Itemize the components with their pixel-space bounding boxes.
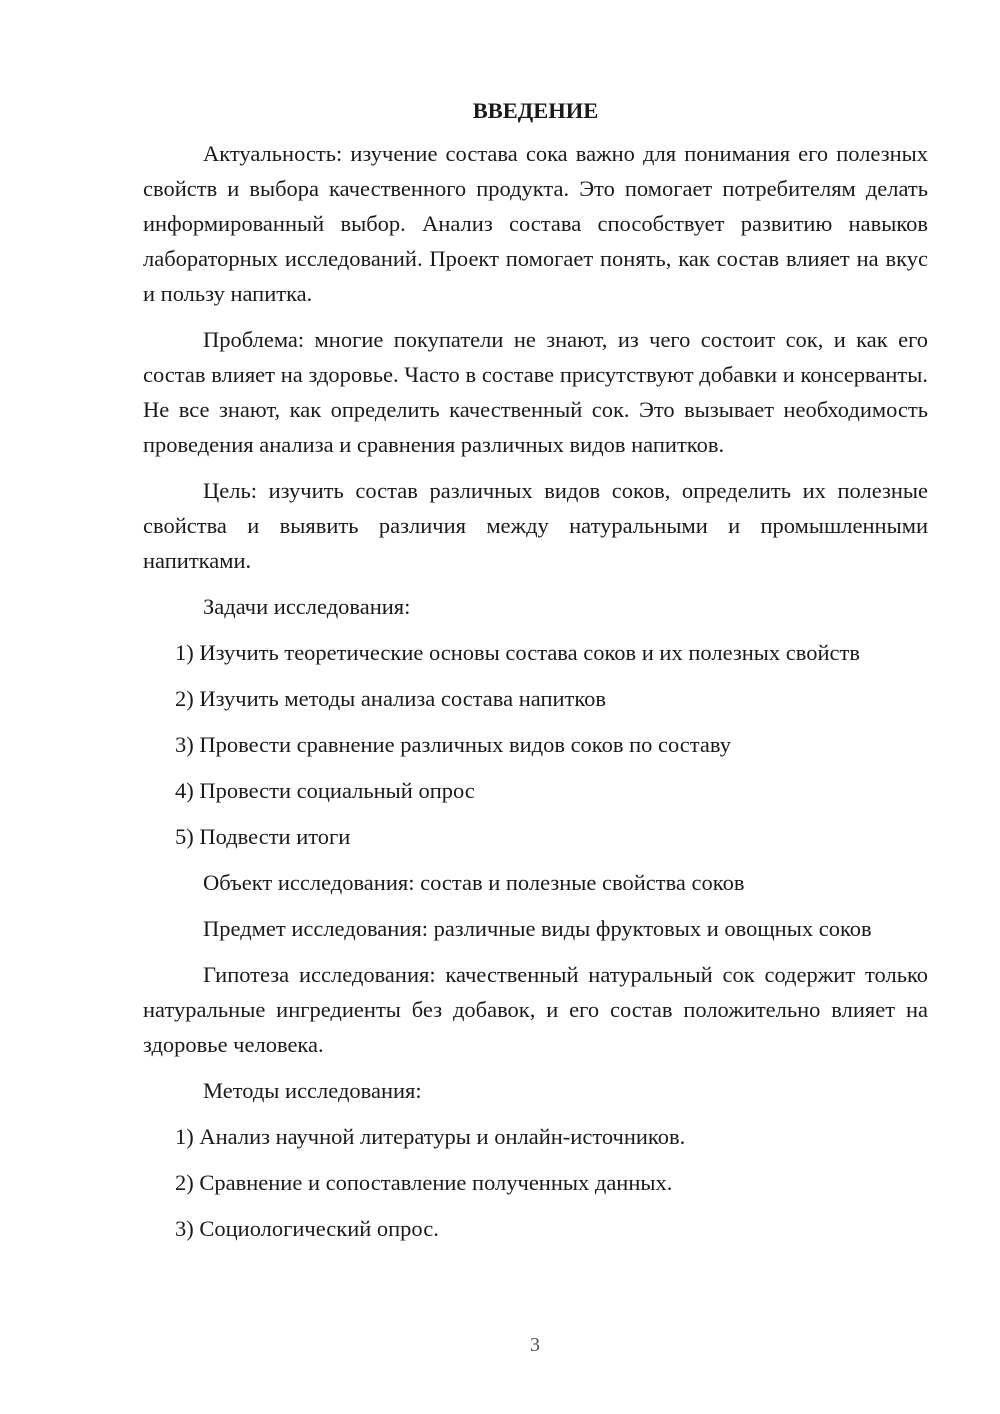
- hypothesis-paragraph: Гипотеза исследования: качественный натуральный сок содержит только натуральные ингредиенты без добавок, и его состав положительно влияет на здоровье человека.: [143, 962, 928, 1057]
- relevance-paragraph: Актуальность: изучение состава сока важно для понимания его полезных свойств и выбора качественного продукта. Это помогает потребителям делать информированный выбор. Анализ состава способствует развитию навыков лабораторных исследований. Проект помогает понять, как состав влияет на вкус и пользу напитка.: [143, 141, 928, 306]
- subject-paragraph: Предмет исследования: различные виды фруктовых и овощных соков: [203, 916, 872, 941]
- task-item: 5) Подвести итоги: [175, 824, 351, 849]
- problem-paragraph: Проблема: многие покупатели не знают, из чего состоит сок, и как его состав влияет на здоровье. Часто в составе присутствуют добавки и консерванты. Не все знают, как определить качественный сок. Это вызывает необходимость проведения анализа и сравнения различных видов напитков.: [143, 327, 928, 457]
- method-item: 2) Сравнение и сопоставление полученных данных.: [175, 1170, 673, 1195]
- task-item: 2) Изучить методы анализа состава напитков: [175, 686, 607, 711]
- tasks-heading: Задачи исследования:: [203, 594, 411, 619]
- page-content: [143, 96, 928, 1257]
- section-title: ВВЕДЕНИЕ: [472, 98, 599, 123]
- methods-heading: Методы исследования:: [203, 1078, 422, 1103]
- task-item: 1) Изучить теоретические основы состава соков и их полезных свойств: [175, 640, 860, 665]
- method-item: 3) Социологический опрос.: [175, 1216, 439, 1241]
- goal-paragraph: Цель: изучить состав различных видов соков, определить их полезные свойства и выявить различия между натуральными и промышленными напитками.: [143, 478, 928, 573]
- task-item: 3) Провести сравнение различных видов соков по составу: [175, 732, 731, 757]
- page-number: 3: [530, 1334, 540, 1356]
- object-paragraph: Объект исследования: состав и полезные свойства соков: [203, 870, 745, 895]
- method-item: 1) Анализ научной литературы и онлайн-источников.: [175, 1124, 686, 1149]
- task-item: 4) Провести социальный опрос: [175, 778, 475, 803]
